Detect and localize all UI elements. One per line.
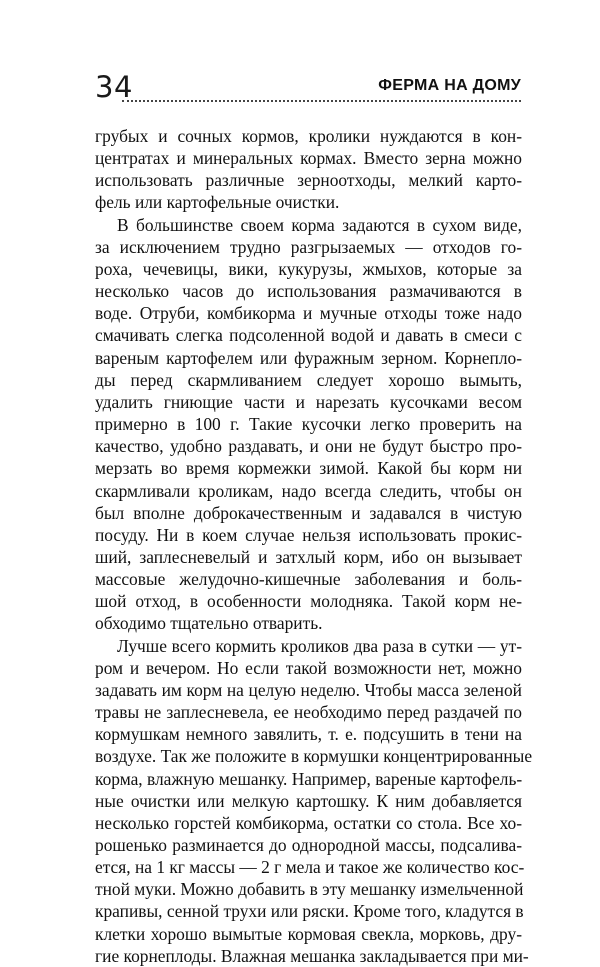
text-line: корма, влажную мешанку. Например, вареные картофель-: [95, 768, 523, 789]
text-line: Лучше всего кормить кроликов два раза в сутки — ут-: [117, 635, 522, 656]
paragraph: [95, 125, 522, 214]
header-rule: [122, 100, 521, 102]
text-line: был вполне доброкачественным и задавался в чистую: [95, 502, 522, 523]
text-line: примерно в 100 г. Такие кусочки легко проверить на: [95, 414, 522, 435]
text-line: обходимо тщательно отварить.: [95, 613, 323, 634]
text-line: воде. Отруби, комбикорма и мучные отходы тоже надо: [95, 303, 522, 324]
text-line: ший, заплесневелый и затхлый корм, ибо он вызывает: [95, 546, 522, 567]
text-line: ром и вечером. Но если такой возможности нет, можно: [95, 657, 522, 678]
text-line: клетки хорошо вымытые кормовая свекла, морковь, дру-: [95, 923, 522, 944]
text-line: ные очистки или мелкую картошку. К ним добавляется: [95, 790, 522, 811]
text-line: использовать различные зерноотходы, мелкий карто-: [95, 170, 522, 191]
text-line: роха, чечевицы, вики, кукурузы, жмыхов, которые за: [95, 258, 522, 279]
paragraph: [95, 214, 522, 635]
text-line: массовые желудочно-кишечные заболевания и боль-: [95, 569, 522, 590]
text-line: фель или картофельные очистки.: [95, 192, 340, 213]
text-line: В большинстве своем корма задаются в сухом виде,: [117, 214, 522, 235]
running-title: ФЕРМА НА ДОМУ: [378, 77, 521, 94]
body-text: [95, 125, 533, 967]
text-line: крапивы, сенной трухи или ряски. Кроме того, кладутся в: [95, 901, 524, 922]
text-line: качество, удобно раздавать, и они не будут быстро про-: [95, 436, 522, 457]
text-line: травы не заплесневела, ее необходимо перед раздачей по: [95, 702, 522, 723]
text-line: посуду. Ни в коем случае нельзя использовать прокис-: [95, 524, 522, 545]
text-line: грубых и сочных кормов, кролики нуждаются в кон-: [95, 126, 522, 146]
text-line: кормушкам немного завялить, т. е. подсушить в тени на: [95, 724, 522, 745]
text-line: мерзать во время кормежки зимой. Какой бы корм ни: [95, 458, 522, 479]
text-line: вареным картофелем или фуражным зерном. Корнепло-: [95, 347, 522, 368]
text-line: шой отход, в особенности молодняка. Такой корм не-: [95, 591, 522, 612]
text-line: гие корнеплоды. Влажная мешанка закладывается при ми-: [95, 945, 529, 966]
text-line: воздухе. Так же положите в кормушки концентрированные: [95, 746, 533, 767]
text-line: несколько горстей комбикорма, остатки со стола. Все хо-: [95, 812, 522, 833]
text-line: ется, на 1 кг массы — 2 г мела и такое же количество кос-: [95, 857, 525, 878]
text-line: рошенько разминается до однородной массы, подсалива-: [95, 835, 522, 855]
text-line: задавать им корм на целую неделю. Чтобы масса зеленой: [95, 679, 522, 700]
text-line: несколько часов до использования размачиваются в: [95, 281, 522, 302]
text-line: тной муки. Можно добавить в эту мешанку измельченной: [95, 879, 524, 900]
text-line: удалить гниющие части и нарезать кусочками весом: [95, 391, 522, 412]
text-line: за исключением трудно разгрызаемых — отходов го-: [95, 236, 522, 257]
text-line: ды перед скармливанием следует хорошо вымыть,: [95, 369, 522, 390]
page-number: 34: [95, 70, 133, 104]
text-line: смачивать слегка подсоленной водой и давать в смеси с: [95, 325, 522, 346]
paragraph: [95, 635, 533, 967]
text-line: центратах и минеральных кормах. Вместо зерна можно: [95, 148, 522, 169]
text-line: скармливали кроликам, надо всегда следить, чтобы он: [95, 480, 522, 501]
